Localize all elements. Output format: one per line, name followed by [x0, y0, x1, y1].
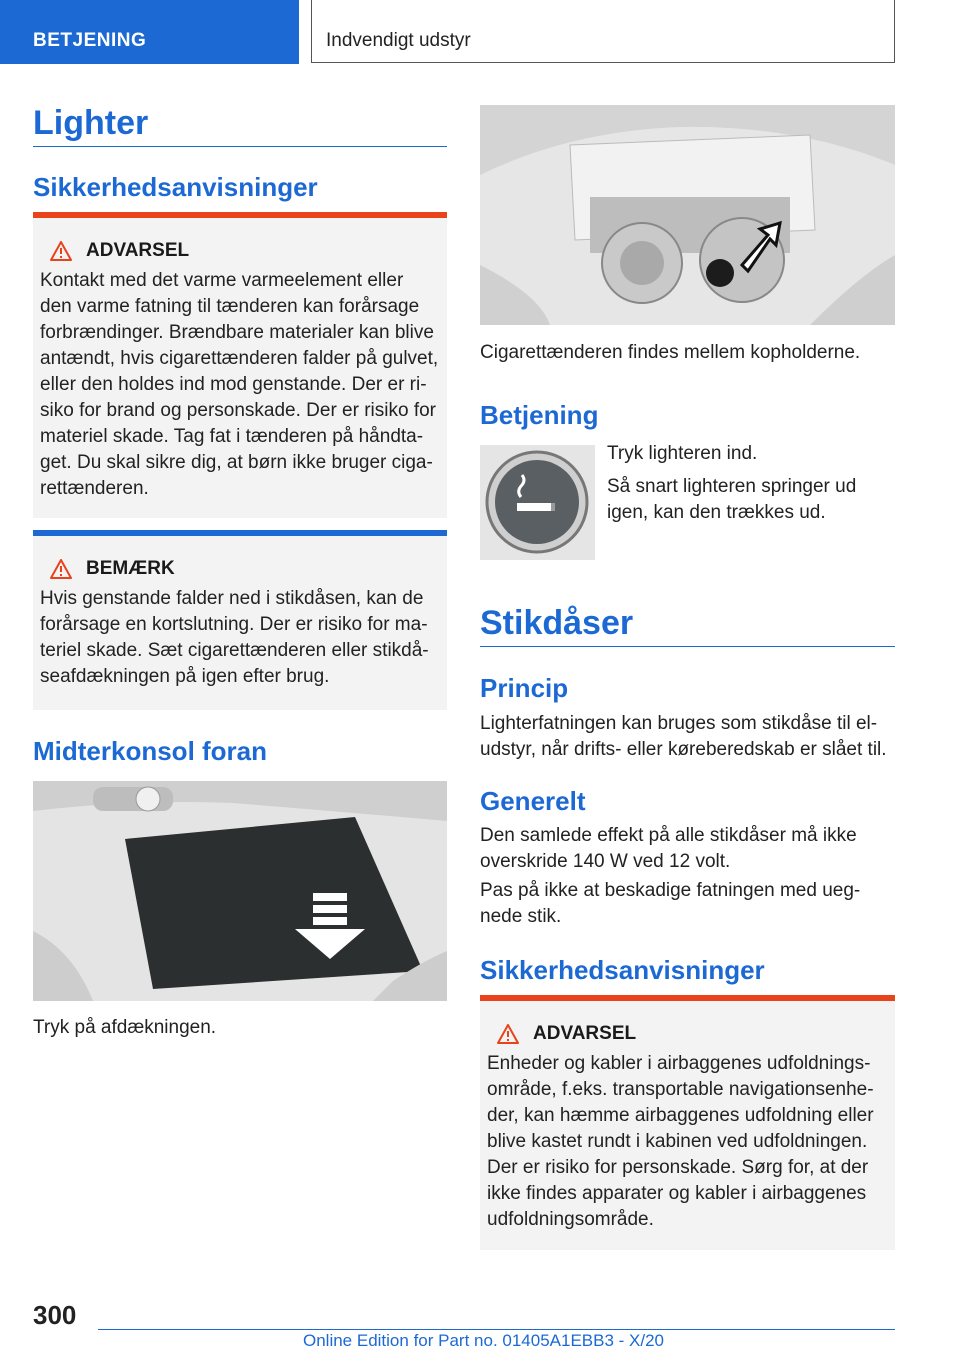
sockets-warning-text: Enheder og kabler i airbaggenes udfoldnings-område, f.eks. transportable navigationsenhe-der, kan hæmme airbaggenes udfoldning eller blive kastet rundt i kabinen ved udfoldningen. Der er risiko for personskade. Sørg for, at der ikke findes apparater og kabler i airbaggenes udfoldningsområde. — [487, 1053, 874, 1230]
cupholder-image — [480, 105, 895, 325]
principle-heading: Princip — [480, 673, 569, 703]
section-tab — [0, 0, 299, 64]
general-text-2: Pas på ikke at beskadige fatningen med ueg-nede stik. — [480, 880, 861, 927]
safety-heading: Sikkerhedsanvisninger — [33, 172, 318, 202]
console-caption: Tryk på afdækningen. — [33, 1017, 217, 1038]
section-label: BETJENING — [33, 30, 147, 51]
sockets-title: Stikdåser — [480, 604, 634, 642]
warning-triangle-icon — [50, 241, 72, 261]
general-heading: Generelt — [480, 786, 586, 816]
footer-edition: Online Edition for Part no. 01405A1EBB3 - X/20 — [303, 1331, 665, 1350]
cupholder-caption: Cigarettænderen findes mellem kopholderne. — [480, 342, 861, 363]
title-rule — [33, 146, 447, 147]
lighter-illustration — [480, 445, 595, 560]
console-illustration — [33, 781, 447, 1001]
warning-triangle-icon — [497, 1024, 519, 1044]
chapter-label: Indvendigt udstyr — [326, 30, 471, 51]
warning-title — [40, 240, 440, 262]
sockets-rule — [480, 646, 895, 647]
cupholder-illustration — [480, 105, 895, 325]
page-number: 300 — [33, 1300, 77, 1330]
general-text-1: Den samlede effekt på alle stikdåser må ikke overskride 140 W ved 12 volt. — [480, 825, 857, 872]
principle-text: Lighterfatningen kan bruges som stikdåse til el-udstyr, når drifts- eller køreberedskab er slået til. — [480, 713, 887, 760]
warning-label: ADVARSEL — [86, 240, 190, 261]
note-box — [33, 530, 447, 710]
warning-text: Kontakt med det varme varmeelement eller den varme fatning til tænderen kan forårsage forbrændinger. Brændbare materialer kan blive antændt, hvis cigarettænderen falder på gulvet, eller den holdes ind mod genstande. Der er ri-siko for brand og personskade. Der er risiko for materiel skade. Tag fat i tænderen på håndta-get. Du skal sikre dig, at børn ikke bruger ciga-rettænderen. — [40, 270, 439, 499]
footer-rule — [98, 1329, 895, 1330]
note-text: Hvis genstande falder ned i stikdåsen, kan de forårsage en kortslutning. Der er risiko for ma-teriel skade. Sæt cigarettænderen eller stikdå-seafdækningen på igen efter brug. — [40, 588, 429, 687]
operation-step-2: Så snart lighteren springer ud igen, kan den trækkes ud. — [607, 476, 857, 523]
chapter-tab — [311, 0, 895, 63]
console-cover-image — [33, 781, 447, 1001]
console-heading: Midterkonsol foran — [33, 736, 268, 766]
note-label: BEMÆRK — [86, 558, 175, 579]
sockets-warning-box — [480, 995, 895, 1250]
sockets-safety-heading: Sikkerhedsanvisninger — [480, 955, 765, 985]
note-title — [40, 558, 440, 580]
operation-step-1: Tryk lighteren ind. — [607, 443, 758, 464]
warning-triangle-icon — [50, 559, 72, 579]
page-title: Lighter — [33, 104, 149, 142]
lighter-image — [480, 445, 595, 560]
operation-heading: Betjening — [480, 400, 599, 430]
sockets-warning-label: ADVARSEL — [533, 1023, 637, 1044]
sockets-warning-title — [487, 1023, 888, 1045]
warning-box — [33, 212, 447, 518]
